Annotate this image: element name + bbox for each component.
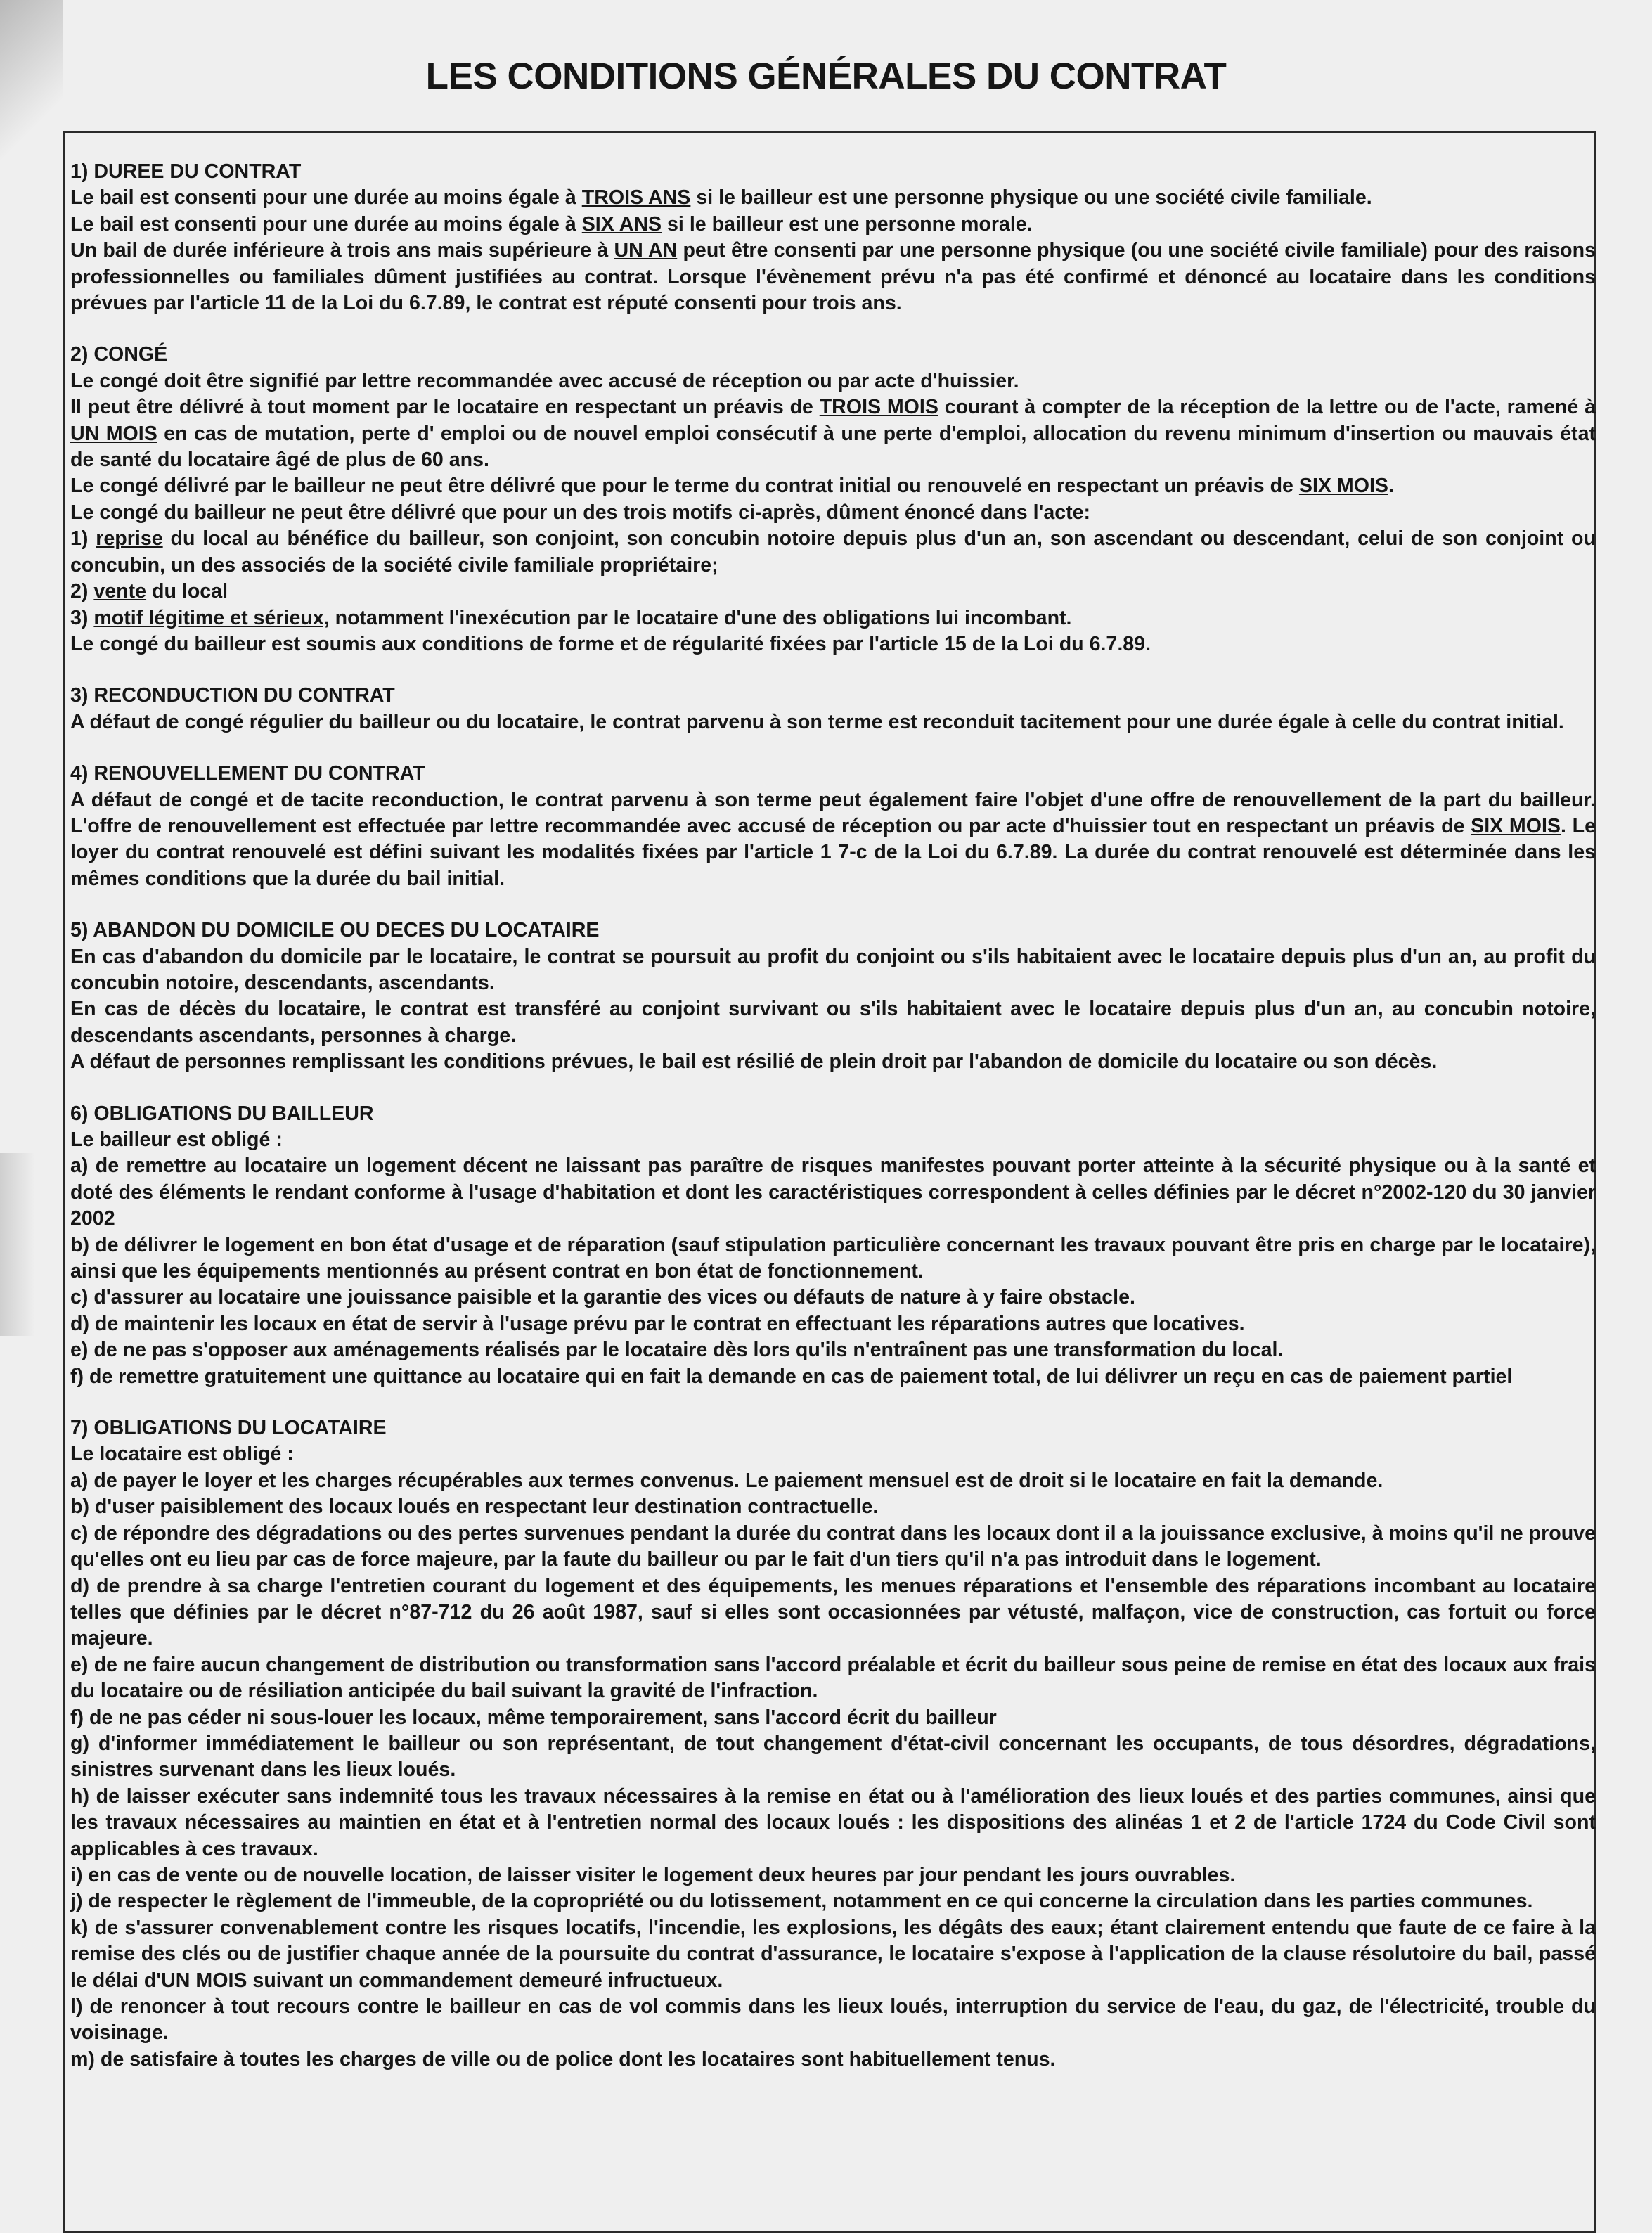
list-item: c) d'assurer au locataire une jouissance paisible et la garantie des vices ou défauts de nature à y faire obstacle. [70,1286,1135,1309]
list-item: a) de remettre au locataire un logement décent ne laissant pas paraître de risques manifestes pouvant porter atteinte à la sécurité physique ou à la santé et doté des éléments le rendant conforme à l'usage d'habitation et dont les caractéristiques correspondent à celles définies par le décret n°2002-120 du 30 janvier 2002 [70,1154,1596,1230]
list-item: f) de remettre gratuitement une quittance au locataire qui en fait la demande en cas de paiement total, de lui délivrer un reçu en cas de paiement partiel [70,1365,1513,1388]
section-title: 5) ABANDON DU DOMICILE OU DECES DU LOCATAIRE [70,919,600,942]
paragraph: A défaut de personnes remplissant les conditions prévues, le bail est résilié de plein droit par l'abandon de domicile du locataire ou son décès. [70,1050,1438,1074]
paragraph: Le congé délivré par le bailleur ne peut être délivré que pour le terme du contrat initial ou renouvelé en respectant un préavis de SIX MOIS. [70,475,1394,498]
paragraph: En cas d'abandon du domicile par le locataire, le contrat se poursuit au profit du conjoint ou s'ils habitaient avec le locataire depuis plus d'un an, au profit du concubin notoire, descendants, ascendants. [70,945,1596,994]
section-title: 6) OBLIGATIONS DU BAILLEUR [70,1102,374,1125]
paragraph: Le congé doit être signifié par lettre recommandée avec accusé de réception ou par acte d'huissier. [70,369,1019,392]
section-title: 1) DUREE DU CONTRAT [70,160,302,183]
paragraph: Le bail est consenti pour une durée au moins égale à TROIS ANS si le bailleur est une personne physique ou une société civile familiale. [70,186,1372,210]
list-item: f) de ne pas céder ni sous-louer les locaux, même temporairement, sans l'accord écrit du bailleur [70,1706,997,1729]
list-item: e) de ne faire aucun changement de distribution ou transformation sans l'accord préalable et écrit du bailleur sous peine de remise en état des locaux aux frais du locataire ou de résiliation anticipée du bail suivant la gravité de l'infraction. [70,1653,1596,1703]
paragraph: Le congé du bailleur ne peut être délivré que pour un des trois motifs ci-après, dûment énoncé dans l'acte: [70,501,1091,524]
paragraph: A défaut de congé et de tacite reconduction, le contrat parvenu à son terme peut également faire l'objet d'une offre de renouvellement de la part du bailleur. L'offre de renouvellement est effectuée par lettre recommandée avec accusé de réception ou par acte d'huissier tout en respectant un préavis de SIX MOIS. Le loyer du contrat renouvelé est défini suivant les modalités fixées par l'article 1 7-c de la Loi du 6.7.89. La durée du contrat renouvelé est déterminée dans les mêmes conditions que la durée du bail initial. [70,788,1596,890]
page-title: LES CONDITIONS GÉNÉRALES DU CONTRAT [425,56,1227,97]
section-title: 2) CONGÉ [70,343,168,366]
list-item: 2) vente du local [70,580,228,603]
list-item: j) de respecter le règlement de l'immeuble, de la copropriété ou du lotissement, notamment en ce qui concerne la circulation dans les parties communes. [70,1890,1533,1913]
list-item: 1) reprise du local au bénéfice du bailleur, son conjoint, son concubin notoire depuis plus d'un an, son ascendant ou descendant, celui de son conjoint ou concubin, un des associés de la société civile familiale propriétaire; [70,527,1596,577]
paragraph: Le bail est consenti pour une durée au moins égale à SIX ANS si le bailleur est une personne morale. [70,212,1033,236]
list-item: d) de maintenir les locaux en état de servir à l'usage prévu par le contrat en effectuant les réparations autres que locatives. [70,1312,1245,1335]
section-conge [70,342,1596,657]
list-item: m) de satisfaire à toutes les charges de ville ou de police dont les locataires sont habituellement tenus. [70,2047,1056,2071]
section-title: 7) OBLIGATIONS DU LOCATAIRE [70,1417,387,1440]
paragraph: Il peut être délivré à tout moment par le locataire en respectant un préavis de TROIS MOIS courant à compter de la réception de la lettre ou de l'acte, ramené à UN MOIS en cas de mutation, perte d' emploi ou de nouvel emploi consécutif à une perte d'emploi, allocation du revenu minimum d'insertion ou mauvais état de santé du locataire âgé de plus de 60 ans. [70,396,1596,472]
paragraph: A défaut de congé régulier du bailleur ou du locataire, le contrat parvenu à son terme est reconduit tacitement pour une durée égale à celle du contrat initial. [70,710,1564,733]
section-obligations-bailleur [70,1101,1596,1390]
list-item: h) de laisser exécuter sans indemnité tous les travaux nécessaires à la remise en état ou à l'amélioration des lieux loués et des parties communes, ainsi que les travaux nécessaires au maintien en état et à l'entretien normal des locaux loués : les dispositions des alinéas 1 et 2 de l'article 1724 du Code Civil sont applicables à ces travaux. [70,1784,1596,1860]
section-duree [70,159,1596,316]
paragraph: Le congé du bailleur est soumis aux conditions de forme et de régularité fixées par l'article 15 de la Loi du 6.7.89. [70,632,1151,655]
paragraph: Un bail de durée inférieure à trois ans mais supérieure à UN AN peut être consenti par une personne physique (ou une société civile familiale) pour des raisons professionnelles ou familiales dûment justifiées au contrat. Lorsque l'évènement prévu n'a pas été confirmé et dénoncé au locataire dans les conditions prévues par l'article 11 de la Loi du 6.7.89, le contrat est réputé consenti pour trois ans. [70,239,1596,315]
list-item: e) de ne pas s'opposer aux aménagements réalisés par le locataire dès lors qu'ils n'entraînent pas une transformation du local. [70,1339,1284,1362]
document-body [70,159,1596,2098]
paragraph: Le bailleur est obligé : [70,1128,283,1151]
scan-shadow-margin [0,1153,35,1336]
paragraph: Le locataire est obligé : [70,1443,294,1466]
section-title: 4) RENOUVELLEMENT DU CONTRAT [70,762,425,785]
list-item: 3) motif légitime et sérieux, notamment l'inexécution par le locataire d'une des obligations lui incombant. [70,606,1072,629]
list-item: b) de délivrer le logement en bon état d'usage et de réparation (sauf stipulation particulière concernant les travaux pouvant être pris en charge par le locataire), ainsi que les équipements mentionnés au présent contrat en bon état de fonctionnement. [70,1233,1596,1283]
list-item: d) de prendre à sa charge l'entretien courant du logement et des équipements, les menues réparations et l'ensemble des réparations incombant au locataire telles que définies par le décret n°87-712 du 26 août 1987, sauf si elles sont occasionnées par vétusté, malfaçon, vice de construction, cas fortuit ou force majeure. [70,1574,1596,1650]
list-item: i) en cas de vente ou de nouvelle location, de laisser visiter le logement deux heures par jour pendant les jours ouvrables. [70,1863,1236,1886]
list-item: l) de renoncer à tout recours contre le bailleur en cas de vol commis dans les lieux loués, interruption du service de l'eau, du gaz, de l'électricité, trouble du voisinage. [70,1995,1596,2045]
section-reconduction [70,683,1596,735]
list-item: b) d'user paisiblement des locaux loués en respectant leur destination contractuelle. [70,1495,879,1519]
section-renouvellement [70,761,1596,892]
list-item: g) d'informer immédiatement le bailleur ou son représentant, de tout changement d'état-civil concernant les occupants, de tous désordres, dégradations, sinistres survenant dans les lieux loués. [70,1732,1596,1782]
section-title: 3) RECONDUCTION DU CONTRAT [70,684,395,707]
list-item: k) de s'assurer convenablement contre les risques locatifs, l'incendie, les explosions, les dégâts des eaux; étant clairement entendu que faute de ce faire à la remise des clés ou de justifier chaque année de la poursuite du contrat d'assurance, le locataire s'expose à l'application de la clause résolutoire du bail, passé le délai d'UN MOIS suivant un commandement demeuré infructueux. [70,1916,1596,1992]
paragraph: En cas de décès du locataire, le contrat est transféré au conjoint survivant ou s'ils habitaient avec le locataire depuis plus d'un an, au concubin notoire, descendants ascendants, personnes à charge. [70,998,1596,1047]
list-item: a) de payer le loyer et les charges récupérables aux termes convenus. Le paiement mensuel est de droit si le locataire en fait la demande. [70,1469,1383,1492]
list-item: c) de répondre des dégradations ou des pertes survenues pendant la durée du contrat dans les locaux dont il a la jouissance exclusive, à moins qu'il ne prouve qu'elles ont eu lieu par cas de force majeure, par la faute du bailleur ou par le fait d'un tiers qu'il n'a pas introduit dans le logement. [70,1521,1596,1571]
section-obligations-locataire [70,1415,1596,2073]
section-abandon-deces [70,918,1596,1075]
